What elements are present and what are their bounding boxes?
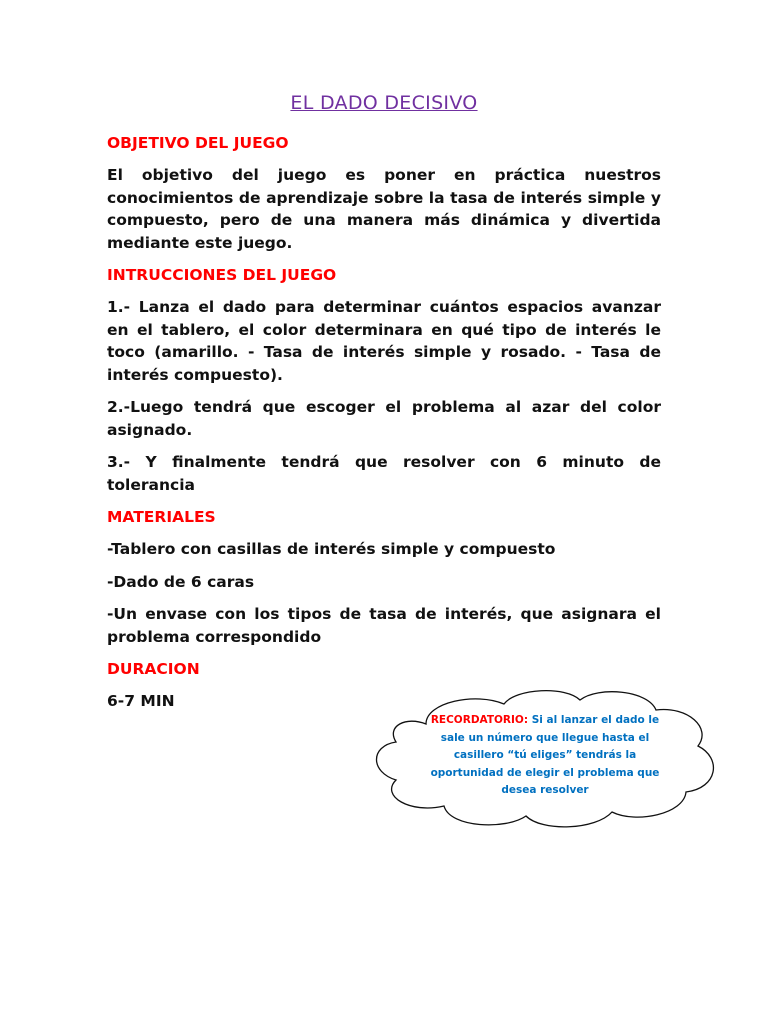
section-heading-materiales: MATERIALES [107, 508, 216, 526]
paragraph-duracion: 6-7 MIN [107, 692, 175, 710]
document-page [107, 88, 661, 723]
paragraph-instruccion-3: 3.- Y finalmente tendrá que resolver con 6 minuto de tolerancia [107, 453, 661, 494]
paragraph-instruccion-2: 2.-Luego tendrá que escoger el problema al azar del color asignado. [107, 398, 661, 439]
reminder-cloud [366, 684, 724, 832]
document-title: EL DADO DECISIVO [290, 92, 478, 114]
reminder-text [420, 712, 670, 800]
paragraph-material-1: -Tablero con casillas de interés simple y compuesto [107, 540, 556, 558]
paragraph-instruccion-1: 1.- Lanza el dado para determinar cuántos espacios avanzar en el tablero, el color determinara en qué tipo de interés le toco (amarillo. - Tasa de interés simple y rosado. - Tasa de interés compuesto). [107, 298, 661, 384]
paragraph-material-2: -Dado de 6 caras [107, 572, 255, 591]
paragraph-objetivo: El objetivo del juego es poner en práctica nuestros conocimientos de aprendizaje sobre la tasa de interés simple y compuesto, pero de una manera más dinámica y divertida mediante este juego. [107, 166, 661, 252]
reminder-label: RECORDATORIO: [430, 714, 529, 726]
paragraph-material-3: -Un envase con los tipos de tasa de interés, que asignara el problema correspondido [107, 605, 661, 646]
section-heading-duracion: DURACION [107, 660, 200, 678]
reminder-body: Si al lanzar el dado le sale un número que llegue hasta el casillero “tú eliges” tendrás la oportunidad de elegir el problema que desea resolver [430, 714, 660, 796]
section-heading-instrucciones: INTRUCCIONES DEL JUEGO [107, 266, 337, 284]
section-heading-objetivo: OBJETIVO DEL JUEGO [107, 134, 289, 152]
